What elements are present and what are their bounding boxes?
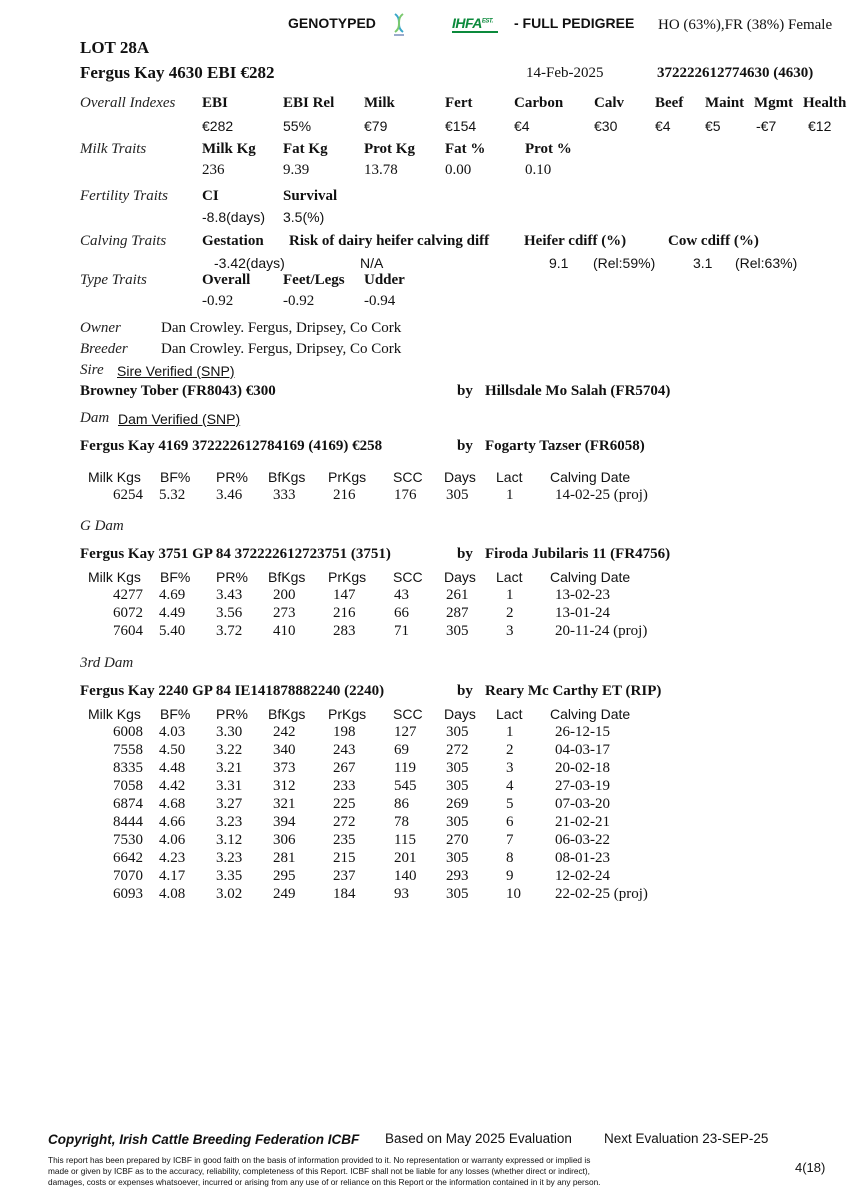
cell-days: 305 xyxy=(446,850,469,866)
cell-scc: 71 xyxy=(394,623,409,639)
type-header: Overall xyxy=(202,272,251,288)
cell-bf-pct: 4.49 xyxy=(159,605,186,621)
disclaimer-line-1: This report has been prepared by ICBF in good faith on the basis of information provided to it. No representation or warranty expressed or implied is xyxy=(48,1155,591,1165)
cell-bf-pct: 5.32 xyxy=(159,487,186,503)
cell-milk-kgs: 7530 xyxy=(113,832,143,848)
overall-value: 55% xyxy=(283,118,312,134)
col-milk-kgs: Milk Kgs xyxy=(88,469,141,485)
fertility-value: 3.5(%) xyxy=(283,209,325,225)
type-value: -0.92 xyxy=(283,293,315,309)
cell-scc: 140 xyxy=(394,868,417,884)
cell-pr-kgs: 283 xyxy=(333,623,356,639)
cell-lact: 1 xyxy=(506,587,514,603)
col-milk-kgs: Milk Kgs xyxy=(88,569,141,585)
cell-bf-pct: 4.50 xyxy=(159,742,186,758)
cell-days: 305 xyxy=(446,724,469,740)
milk-header: Prot Kg xyxy=(364,141,415,157)
cell-pr-pct: 3.21 xyxy=(216,760,243,776)
overall-header: EBI Rel xyxy=(283,95,335,111)
fertility-header: Survival xyxy=(283,188,338,204)
dna-icon xyxy=(392,12,406,38)
type-value: -0.94 xyxy=(364,293,396,309)
disclaimer-line-2: made or given by ICBF as to the accuracy, reliability, completeness of this Report. ICBF shall not be liable for any losses (whether direct or indirect), xyxy=(48,1166,590,1176)
cell-scc: 127 xyxy=(394,724,417,740)
cell-pr-pct: 3.72 xyxy=(216,623,243,639)
lot-number: LOT 28A xyxy=(80,38,150,57)
sire-by-name: Hillsdale Mo Salah (FR5704) xyxy=(485,383,671,399)
cell-pr-kgs: 216 xyxy=(333,487,356,503)
milk-header: Fat % xyxy=(445,141,486,157)
dam-name: Fergus Kay 4169 372222612784169 (4169) €258 xyxy=(80,438,383,454)
cell-scc: 69 xyxy=(394,742,409,758)
overall-indexes-label: Overall Indexes xyxy=(80,95,176,111)
cell-pr-pct: 3.23 xyxy=(216,850,243,866)
col-bf-pct: BF% xyxy=(160,469,191,485)
dam3-by-name: Reary Mc Carthy ET (RIP) xyxy=(485,683,662,699)
cell-pr-kgs: 267 xyxy=(333,760,356,776)
col-calving-date: Calving Date xyxy=(550,569,631,585)
cell-bf-pct: 4.66 xyxy=(159,814,186,830)
cell-calving-date: 07-03-20 xyxy=(555,796,610,812)
cell-bf-kgs: 312 xyxy=(273,778,296,794)
cell-milk-kgs: 7070 xyxy=(113,868,143,884)
cell-lact: 6 xyxy=(506,814,514,830)
overall-header: Mgmt xyxy=(754,95,794,111)
cell-bf-kgs: 306 xyxy=(273,832,296,848)
heifer-cdiff-value: 9.1 xyxy=(549,255,569,271)
cell-lact: 10 xyxy=(506,886,521,902)
col-bf-kgs: BfKgs xyxy=(268,469,306,485)
sire-label: Sire xyxy=(80,362,104,378)
col-scc: SCC xyxy=(393,706,423,722)
overall-value: €79 xyxy=(364,118,388,134)
cell-pr-pct: 3.35 xyxy=(216,868,243,884)
milk-value: 0.00 xyxy=(445,162,472,178)
cell-scc: 201 xyxy=(394,850,417,866)
sire-name: Browney Tober (FR8043) €300 xyxy=(80,383,276,399)
cell-scc: 93 xyxy=(394,886,409,902)
cell-bf-pct: 4.48 xyxy=(159,760,186,776)
cell-lact: 7 xyxy=(506,832,514,848)
page-number: 4(18) xyxy=(795,1160,826,1175)
type-value: -0.92 xyxy=(202,293,234,309)
gestation-value: -3.42(days) xyxy=(214,255,285,271)
cell-scc: 86 xyxy=(394,796,409,812)
gdam-by: by xyxy=(457,546,473,562)
cell-days: 305 xyxy=(446,814,469,830)
overall-header: Beef xyxy=(655,95,684,111)
sire-verified-link[interactable]: Sire Verified (SNP) xyxy=(117,363,235,379)
cell-days: 261 xyxy=(446,587,469,603)
risk-value: N/A xyxy=(360,255,384,271)
cell-bf-pct: 4.06 xyxy=(159,832,186,848)
cell-pr-pct: 3.22 xyxy=(216,742,243,758)
milk-header: Prot % xyxy=(525,141,572,157)
type-header: Feet/Legs xyxy=(283,272,345,288)
dam-by-name: Fogarty Tazser (FR6058) xyxy=(485,438,645,454)
col-pr-pct: PR% xyxy=(216,569,248,585)
milk-value: 236 xyxy=(202,162,225,178)
overall-header: Fert xyxy=(445,95,473,111)
cell-lact: 1 xyxy=(506,724,514,740)
cell-bf-pct: 4.42 xyxy=(159,778,186,794)
calving-header: Gestation xyxy=(202,233,264,249)
cell-milk-kgs: 6254 xyxy=(113,487,143,503)
cell-calving-date: 20-11-24 (proj) xyxy=(555,623,648,639)
cell-pr-pct: 3.23 xyxy=(216,814,243,830)
dam3-label: 3rd Dam xyxy=(80,655,134,671)
overall-value: €30 xyxy=(594,118,618,134)
cell-lact: 3 xyxy=(506,623,514,639)
milk-value: 9.39 xyxy=(283,162,310,178)
cell-bf-kgs: 321 xyxy=(273,796,296,812)
cell-milk-kgs: 6093 xyxy=(113,886,143,902)
overall-value: €154 xyxy=(445,118,477,134)
overall-header: Calv xyxy=(594,95,624,111)
overall-value: €5 xyxy=(705,118,721,134)
cell-calving-date: 04-03-17 xyxy=(555,742,610,758)
gdam-by-name: Firoda Jubilaris 11 (FR4756) xyxy=(485,546,671,562)
cell-days: 305 xyxy=(446,487,469,503)
cell-calving-date: 08-01-23 xyxy=(555,850,610,866)
calving-traits-label: Calving Traits xyxy=(80,233,167,249)
animal-name-ebi: Fergus Kay 4630 EBI €282 xyxy=(80,63,275,82)
cell-bf-kgs: 273 xyxy=(273,605,296,621)
disclaimer-line-3: damages, costs or expenses whatsoever, incurred or arising from any use of or reliance on this Report or the information contained in it by any person. xyxy=(48,1177,601,1187)
cell-pr-kgs: 225 xyxy=(333,796,356,812)
cell-days: 305 xyxy=(446,760,469,776)
cell-scc: 545 xyxy=(394,778,417,794)
cell-bf-pct: 4.08 xyxy=(159,886,186,902)
cell-bf-kgs: 295 xyxy=(273,868,296,884)
next-evaluation: Next Evaluation 23-SEP-25 xyxy=(604,1131,769,1146)
owner-value: Dan Crowley. Fergus, Dripsey, Co Cork xyxy=(161,320,402,336)
cell-milk-kgs: 4277 xyxy=(113,587,143,603)
cell-bf-pct: 4.17 xyxy=(159,868,186,884)
col-pr-pct: PR% xyxy=(216,469,248,485)
breed-sex: HO (63%),FR (38%) Female xyxy=(658,17,833,33)
cell-pr-kgs: 184 xyxy=(333,886,356,902)
col-scc: SCC xyxy=(393,569,423,585)
breeder-value: Dan Crowley. Fergus, Dripsey, Co Cork xyxy=(161,341,402,357)
cell-calving-date: 13-01-24 xyxy=(555,605,610,621)
heifer-cdiff-rel: (Rel:59%) xyxy=(593,255,656,271)
ihfa-logo-underline xyxy=(452,31,498,33)
gdam-label: G Dam xyxy=(80,518,124,534)
cell-pr-pct: 3.46 xyxy=(216,487,243,503)
evaluation-basis: Based on May 2025 Evaluation xyxy=(385,1131,572,1146)
milk-traits-label: Milk Traits xyxy=(80,141,147,157)
cell-days: 287 xyxy=(446,605,469,621)
milk-value: 0.10 xyxy=(525,162,552,178)
col-milk-kgs: Milk Kgs xyxy=(88,706,141,722)
cell-lact: 9 xyxy=(506,868,514,884)
cell-calving-date: 14-02-25 (proj) xyxy=(555,487,648,503)
cell-milk-kgs: 7604 xyxy=(113,623,143,639)
col-pr-kgs: PrKgs xyxy=(328,706,367,722)
col-days: Days xyxy=(444,469,476,485)
cell-bf-pct: 4.03 xyxy=(159,724,186,740)
overall-header: Carbon xyxy=(514,95,564,111)
cell-bf-kgs: 340 xyxy=(273,742,296,758)
cell-bf-pct: 4.23 xyxy=(159,850,186,866)
cell-lact: 2 xyxy=(506,605,514,621)
cell-milk-kgs: 7558 xyxy=(113,742,143,758)
col-calving-date: Calving Date xyxy=(550,706,631,722)
cell-days: 270 xyxy=(446,832,469,848)
cell-bf-kgs: 281 xyxy=(273,850,296,866)
cell-pr-kgs: 237 xyxy=(333,868,356,884)
sire-by: by xyxy=(457,383,473,399)
col-scc: SCC xyxy=(393,469,423,485)
cell-pr-pct: 3.27 xyxy=(216,796,243,812)
report-date: 14-Feb-2025 xyxy=(526,65,604,81)
overall-header: Health xyxy=(803,95,847,111)
cell-calving-date: 27-03-19 xyxy=(555,778,610,794)
col-pr-kgs: PrKgs xyxy=(328,569,367,585)
col-lact: Lact xyxy=(496,469,523,485)
cell-lact: 1 xyxy=(506,487,514,503)
cell-pr-pct: 3.02 xyxy=(216,886,243,902)
cell-scc: 119 xyxy=(394,760,416,776)
cell-calving-date: 06-03-22 xyxy=(555,832,610,848)
col-bf-pct: BF% xyxy=(160,569,191,585)
cell-days: 305 xyxy=(446,778,469,794)
cell-milk-kgs: 6008 xyxy=(113,724,143,740)
cell-scc: 78 xyxy=(394,814,409,830)
milk-header: Milk Kg xyxy=(202,141,256,157)
cell-pr-pct: 3.31 xyxy=(216,778,243,794)
overall-value: €282 xyxy=(202,118,234,134)
cell-lact: 5 xyxy=(506,796,514,812)
cow-cdiff-rel: (Rel:63%) xyxy=(735,255,798,271)
cell-bf-kgs: 242 xyxy=(273,724,296,740)
col-days: Days xyxy=(444,569,476,585)
overall-value: €4 xyxy=(655,118,671,134)
cell-milk-kgs: 6642 xyxy=(113,850,143,866)
cell-milk-kgs: 8335 xyxy=(113,760,143,776)
cell-bf-kgs: 249 xyxy=(273,886,296,902)
col-calving-date: Calving Date xyxy=(550,469,631,485)
col-lact: Lact xyxy=(496,569,523,585)
cell-days: 293 xyxy=(446,868,469,884)
cell-pr-kgs: 233 xyxy=(333,778,356,794)
cell-pr-pct: 3.56 xyxy=(216,605,243,621)
col-lact: Lact xyxy=(496,706,523,722)
dam-label: Dam xyxy=(80,410,110,426)
cell-calving-date: 26-12-15 xyxy=(555,724,610,740)
cell-pr-kgs: 215 xyxy=(333,850,356,866)
col-pr-pct: PR% xyxy=(216,706,248,722)
col-pr-kgs: PrKgs xyxy=(328,469,367,485)
full-pedigree-label: - FULL PEDIGREE xyxy=(514,15,635,31)
dam-by: by xyxy=(457,438,473,454)
cell-milk-kgs: 7058 xyxy=(113,778,143,794)
cell-days: 305 xyxy=(446,623,469,639)
cell-bf-pct: 4.69 xyxy=(159,587,186,603)
cell-pr-kgs: 198 xyxy=(333,724,356,740)
col-bf-pct: BF% xyxy=(160,706,191,722)
cell-pr-kgs: 243 xyxy=(333,742,356,758)
overall-header: Milk xyxy=(364,95,395,111)
overall-value: €12 xyxy=(808,118,832,134)
cell-pr-kgs: 235 xyxy=(333,832,356,848)
cell-scc: 43 xyxy=(394,587,409,603)
ihfa-logo: $IHFA^{EST.}$ xyxy=(452,15,493,31)
milk-value: 13.78 xyxy=(364,162,398,178)
cell-scc: 176 xyxy=(394,487,417,503)
cell-calving-date: 20-02-18 xyxy=(555,760,610,776)
cell-days: 269 xyxy=(446,796,469,812)
cell-pr-kgs: 147 xyxy=(333,587,356,603)
gdam-name: Fergus Kay 3751 GP 84 372222612723751 (3751) xyxy=(80,546,391,562)
calving-header: Risk of dairy heifer calving diff xyxy=(289,233,490,249)
cell-scc: 115 xyxy=(394,832,416,848)
cell-calving-date: 12-02-24 xyxy=(555,868,610,884)
cell-pr-pct: 3.30 xyxy=(216,724,243,740)
animal-id: 372222612774630 (4630) xyxy=(657,65,814,81)
cow-cdiff-value: 3.1 xyxy=(693,255,713,271)
overall-header: EBI xyxy=(202,95,228,111)
cell-bf-kgs: 410 xyxy=(273,623,296,639)
cell-bf-kgs: 333 xyxy=(273,487,296,503)
owner-label: Owner xyxy=(80,320,121,336)
genotyped-label: GENOTYPED xyxy=(288,15,376,31)
cell-bf-kgs: 373 xyxy=(273,760,296,776)
copyright: Copyright, Irish Cattle Breeding Federation ICBF xyxy=(48,1132,360,1147)
col-bf-kgs: BfKgs xyxy=(268,706,306,722)
col-days: Days xyxy=(444,706,476,722)
cell-lact: 2 xyxy=(506,742,514,758)
cell-pr-kgs: 216 xyxy=(333,605,356,621)
calving-header: Cow cdiff (%) xyxy=(668,233,759,249)
cell-scc: 66 xyxy=(394,605,409,621)
dam3-name: Fergus Kay 2240 GP 84 IE141878882240 (2240) xyxy=(80,683,385,699)
fertility-traits-label: Fertility Traits xyxy=(80,188,168,204)
cell-milk-kgs: 6874 xyxy=(113,796,143,812)
calving-header: Heifer cdiff (%) xyxy=(524,233,627,249)
milk-header: Fat Kg xyxy=(283,141,328,157)
cell-lact: 4 xyxy=(506,778,514,794)
cell-milk-kgs: 8444 xyxy=(113,814,143,830)
cell-calving-date: 13-02-23 xyxy=(555,587,610,603)
cell-lact: 8 xyxy=(506,850,514,866)
type-traits-label: Type Traits xyxy=(80,272,147,288)
dam-verified-link[interactable]: Dam Verified (SNP) xyxy=(118,411,241,427)
overall-header: Maint xyxy=(705,95,745,111)
col-bf-kgs: BfKgs xyxy=(268,569,306,585)
cell-milk-kgs: 6072 xyxy=(113,605,143,621)
overall-value: €4 xyxy=(514,118,530,134)
cell-days: 272 xyxy=(446,742,469,758)
cell-pr-pct: 3.12 xyxy=(216,832,243,848)
cell-bf-pct: 4.68 xyxy=(159,796,186,812)
cell-calving-date: 21-02-21 xyxy=(555,814,610,830)
cell-pr-kgs: 272 xyxy=(333,814,356,830)
cell-days: 305 xyxy=(446,886,469,902)
cell-bf-kgs: 200 xyxy=(273,587,296,603)
cell-calving-date: 22-02-25 (proj) xyxy=(555,886,648,902)
fertility-value: -8.8(days) xyxy=(202,209,266,225)
cell-pr-pct: 3.43 xyxy=(216,587,243,603)
cell-bf-kgs: 394 xyxy=(273,814,296,830)
overall-value: -€7 xyxy=(756,118,777,134)
dam3-by: by xyxy=(457,683,473,699)
type-header: Udder xyxy=(364,272,405,288)
fertility-header: CI xyxy=(202,188,219,204)
cell-lact: 3 xyxy=(506,760,514,776)
breeder-label: Breeder xyxy=(80,341,128,357)
cell-bf-pct: 5.40 xyxy=(159,623,186,639)
